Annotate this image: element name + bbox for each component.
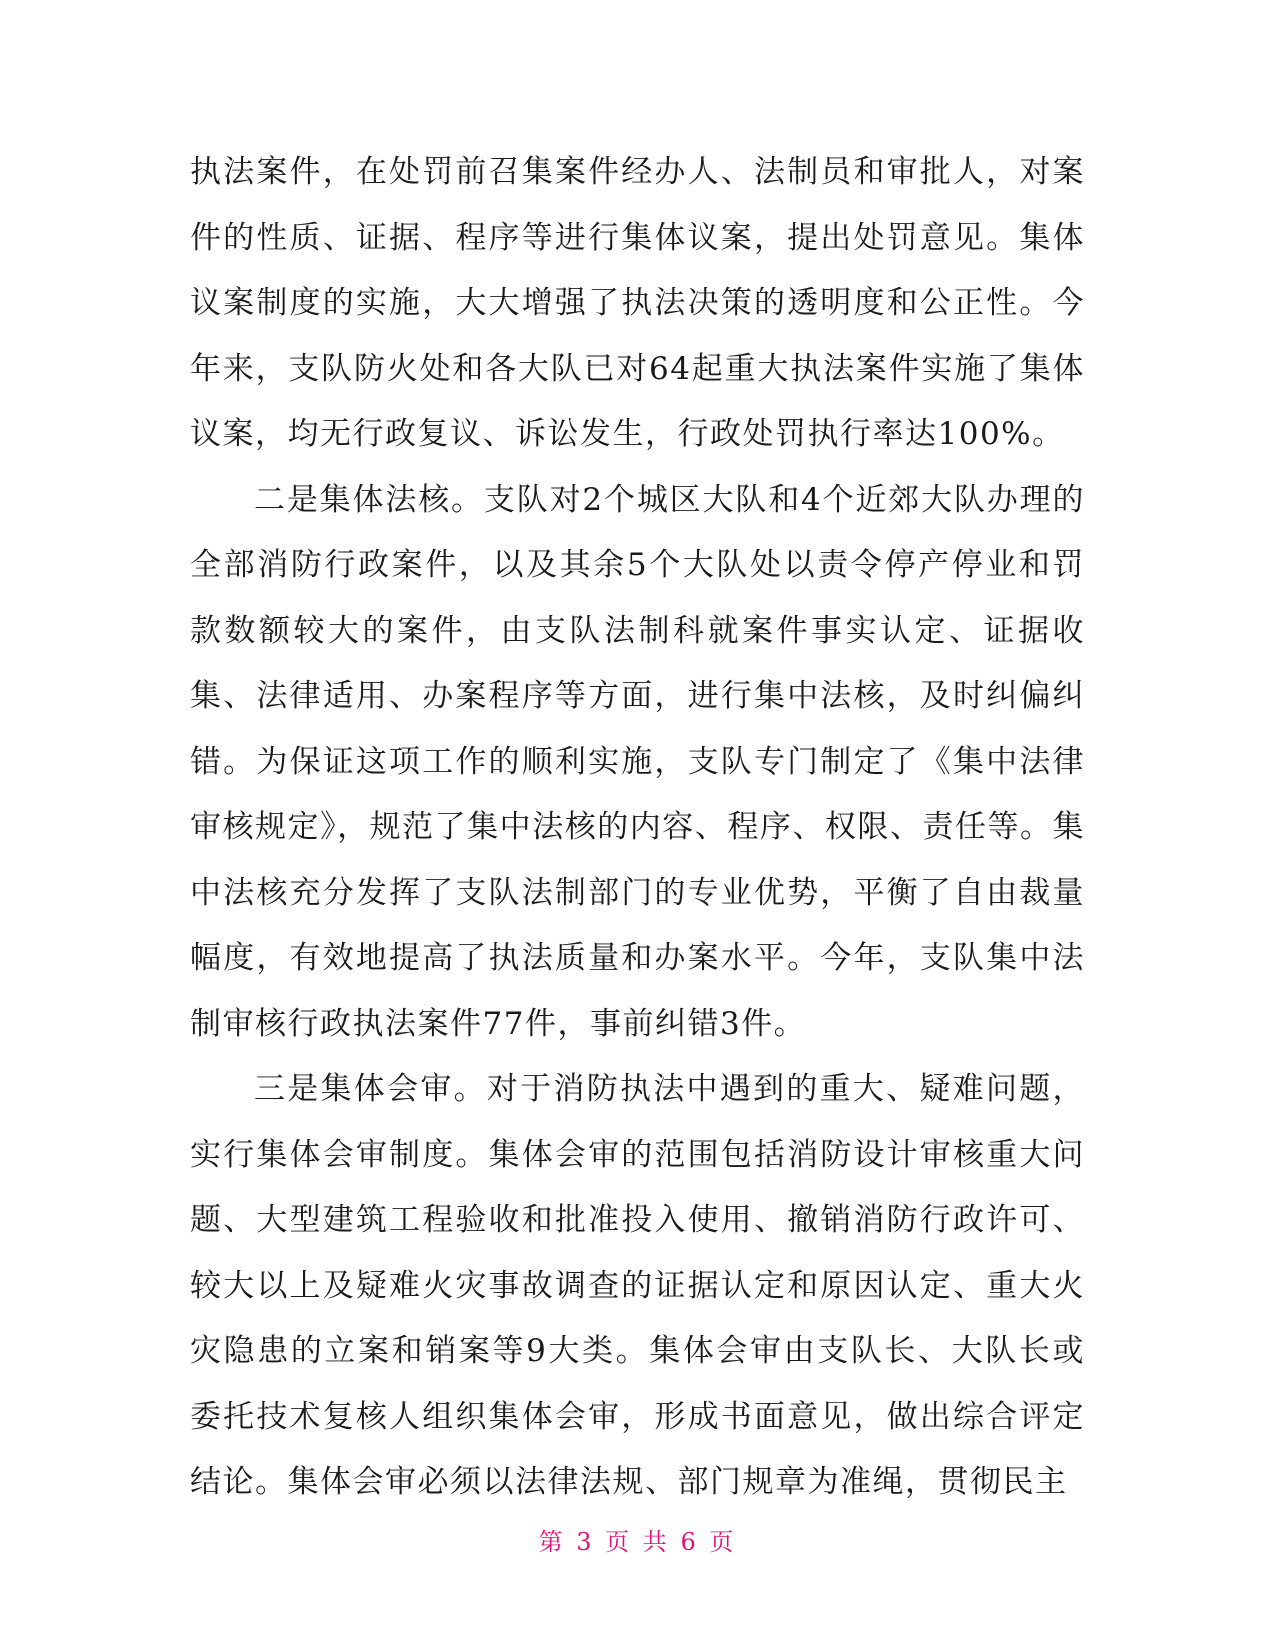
paragraph-3: 三是集体会审。对于消防执法中遇到的重大、疑难问题，实行集体会审制度。集体会审的范围包括消防设计审核重大问题、大型建筑工程验收和批准投入使用、撤销消防行政许可、较大以上及疑难火灾事故调查的证据认定和原因认定、重大火灾隐患的立案和销案等9大类。集体会审由支队长、大队长或委托技术复核人组织集体会审，形成书面意见，做出综合评定结论。集体会审必须以法律法规、部门规章为准绳，贯彻民主: [190, 1071, 1085, 1500]
paragraph-2: 二是集体法核。支队对2个城区大队和4个近郊大队办理的全部消防行政案件，以及其余5个大队处以责令停产停业和罚款数额较大的案件，由支队法制科就案件事实认定、证据收集、法律适用、办案程序等方面，进行集中法核，及时纠偏纠错。为保证这项工作的顺利实施，支队专门制定了《集中法律审核规定》，规范了集中法核的内容、程序、权限、责任等。集中法核充分发挥了支队法制部门的专业优势，平衡了自由裁量幅度，有效地提高了执法质量和办案水平。今年，支队集中法制审核行政执法案件77件，事前纠错3件。: [190, 481, 1085, 1042]
paragraph-1: 执法案件，在处罚前召集案件经办人、法制员和审批人，对案件的性质、证据、程序等进行集体议案，提出处罚意见。集体议案制度的实施，大大增强了执法决策的透明度和公正性。今年来，支队防火处和各大队已对64起重大执法案件实施了集体议案，均无行政复议、诉讼发生，行政处罚执行率达100%。: [190, 154, 1085, 452]
page-number-footer: 第 3 页 共 6 页: [538, 1528, 737, 1556]
document-body: [190, 140, 1085, 1516]
